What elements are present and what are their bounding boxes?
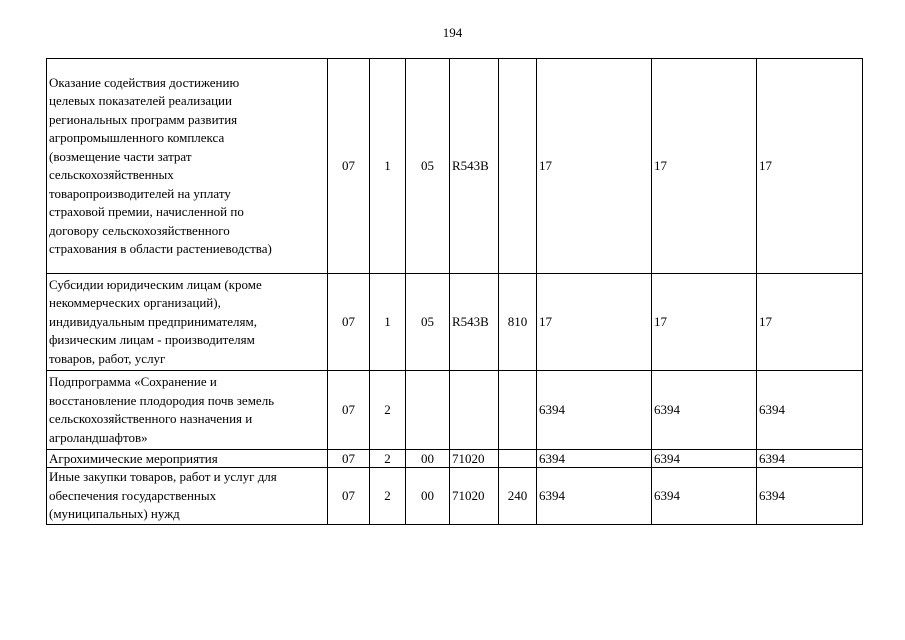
subprogram-code: 05 (406, 274, 450, 371)
section-code: 07 (328, 274, 370, 371)
program-code: 2 (370, 450, 406, 468)
table-row (47, 59, 863, 274)
amount-year-3: 17 (757, 59, 863, 274)
row-description: Подпрограмма «Сохранение и восстановление плодородия почв земель сельскохозяйственного назначения и агроландшафтов» (47, 371, 328, 450)
budget-table (46, 58, 863, 525)
program-code: 2 (370, 468, 406, 525)
section-code: 07 (328, 450, 370, 468)
target-article-code: 71020 (450, 468, 499, 525)
section-code: 07 (328, 371, 370, 450)
subprogram-code: 05 (406, 59, 450, 274)
amount-year-1: 6394 (537, 468, 652, 525)
section-code: 07 (328, 59, 370, 274)
program-code: 1 (370, 59, 406, 274)
program-code: 1 (370, 274, 406, 371)
row-description: Иные закупки товаров, работ и услуг для обеспечения государственных (муниципальных) нужд (47, 468, 328, 525)
amount-year-2: 6394 (652, 371, 757, 450)
table-row (47, 468, 863, 525)
row-description: Оказание содействия достижению целевых показателей реализации региональных программ развития агропромышленного комплекса (возмещение части затрат сельскохозяйственных товаропроизводителей на уплату страховой премии, начисленной по договору сельскохозяйственного страхования в области растениеводства) (47, 59, 328, 274)
expense-type-code (499, 371, 537, 450)
amount-year-2: 17 (652, 59, 757, 274)
expense-type-code (499, 450, 537, 468)
subprogram-code (406, 371, 450, 450)
table-row (47, 371, 863, 450)
subprogram-code: 00 (406, 450, 450, 468)
amount-year-3: 6394 (757, 371, 863, 450)
expense-type-code: 810 (499, 274, 537, 371)
expense-type-code: 240 (499, 468, 537, 525)
amount-year-1: 6394 (537, 371, 652, 450)
target-article-code (450, 371, 499, 450)
program-code: 2 (370, 371, 406, 450)
amount-year-1: 17 (537, 274, 652, 371)
amount-year-2: 6394 (652, 468, 757, 525)
amount-year-1: 17 (537, 59, 652, 274)
amount-year-1: 6394 (537, 450, 652, 468)
amount-year-2: 17 (652, 274, 757, 371)
row-description: Субсидии юридическим лицам (кроме некоммерческих организаций), индивидуальным предпринимателям, физическим лицам - производителям товаров, работ, услуг (47, 274, 328, 371)
target-article-code: R543B (450, 274, 499, 371)
amount-year-3: 6394 (757, 450, 863, 468)
table-row (47, 274, 863, 371)
subprogram-code: 00 (406, 468, 450, 525)
target-article-code: R543B (450, 59, 499, 274)
amount-year-3: 17 (757, 274, 863, 371)
amount-year-2: 6394 (652, 450, 757, 468)
target-article-code: 71020 (450, 450, 499, 468)
row-description: Агрохимические мероприятия (47, 450, 328, 468)
amount-year-3: 6394 (757, 468, 863, 525)
expense-type-code (499, 59, 537, 274)
section-code: 07 (328, 468, 370, 525)
page-number: 194 (442, 25, 463, 40)
table-row (47, 450, 863, 468)
